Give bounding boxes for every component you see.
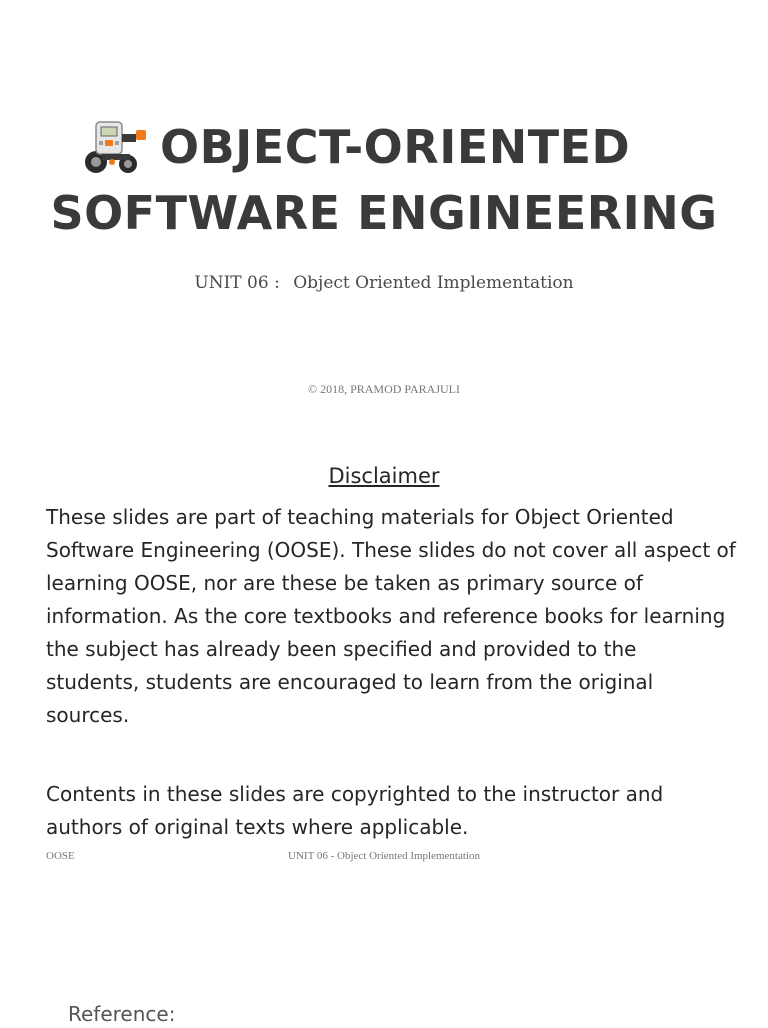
slide-footer [0,848,768,864]
disclaimer-paragraph-2: Contents in these slides are copyrighted to the instructor and authors of original texts where applicable. [46,782,664,839]
title-slide [0,0,768,440]
footer-course-code: OOSE [46,850,75,862]
reference-heading: Reference: [68,1002,176,1026]
reference-slide [0,880,768,1024]
copyright-text: © 2018, PRAMOD PARAJULI [307,382,461,396]
disclaimer-slide [0,440,768,880]
title-line-2: SOFTWARE ENGINEERING [50,186,718,240]
robot-icon [82,116,148,178]
unit-label: UNIT 06 : [194,273,280,293]
title-line-1 [0,116,768,178]
disclaimer-heading: Disclaimer [328,464,440,488]
unit-title: Object Oriented Implementation [293,273,574,293]
title-text-1: OBJECT-ORIENTED [160,120,631,174]
footer-unit-title: UNIT 06 - Object Oriented Implementation [288,850,480,862]
disclaimer-paragraph-1: These slides are part of teaching materials for Object Oriented Software Engineering (OOSE). These slides do not cover all aspect of learning OOSE, nor are these be taken as primary source of information. As the core textbooks and reference books for learning the subject has already been specified and provided to the students, students are encouraged to learn from the original sources. [46,505,736,727]
unit-subtitle [0,270,768,296]
